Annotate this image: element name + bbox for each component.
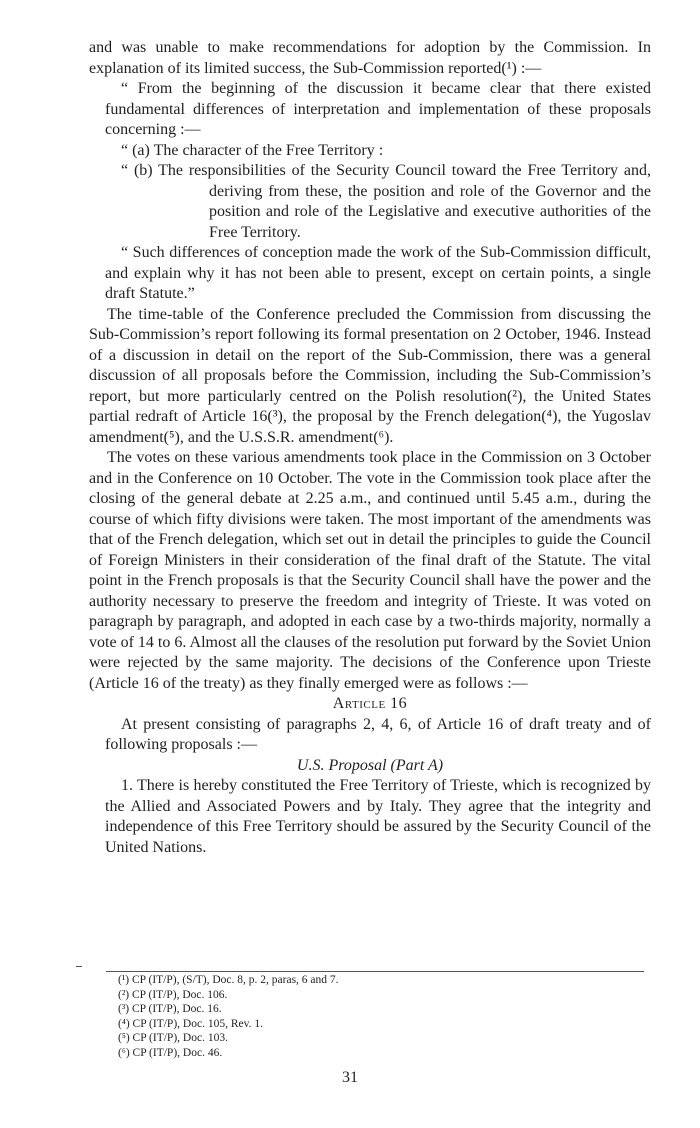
footnote-1: (¹) CP (IT/P), (S/T), Doc. 8, p. 2, paras, 6 and 7. xyxy=(118,974,339,986)
footnote-2: (²) CP (IT/P), Doc. 106. xyxy=(118,988,228,1001)
footnote-5: (⁵) CP (IT/P), Doc. 103. xyxy=(118,1032,228,1044)
body-text xyxy=(89,38,651,858)
paragraph-votes: The votes on these various amendments took place in the Commission on 3 October and in the Conference on 10 October. The vote in the Commission took place after the closing of the general debate at 2.25 a.m., and continued until 5.45 a.m., during the course of which fifty divisions were taken. The most important of the amendments was that of the French delegation, which set out in detail the principles to guide the Council of Foreign Ministers in their consideration of the final draft of the Statute. The vital point in the French proposals is that the Security Council shall have the power and the authority necessary to preserve the freedom and integrity of Trieste. It was voted on paragraph by paragraph, and adopted in each case by a two-thirds majority, normally a vote of 14 to 6. Almost all the clauses of the resolution put forward by the Soviet Union were rejected by the same majority. The decisions of the Conference upon Trieste (Article 16 of the treaty) as they finally emerged were as follows :— xyxy=(89,449,651,692)
quote-item-b: “ (b) The responsibilities of the Security Council toward the Free Territory and, deriving from these, the position and role of the Governor and the position and role of the Legislative and executive authorities of the Free Territory. xyxy=(121,162,651,241)
page-number: 31 xyxy=(342,1069,358,1086)
footnote-3: (³) CP (IT/P), Doc. 16. xyxy=(118,1003,222,1015)
paragraph-timetable: The time-table of the Conference precluded the Commission from discussing the Sub-Commission’s report following its formal presentation on 2 October, 1946. Instead of a discussion in detail on the report of the Sub-Commission, there was a general discussion of all proposals before the Commission, including the Sub-Commission’s report, but more particularly centred on the Polish resolution(²), the United States partial redraft of Article 16(³), the proposal by the French delegation(⁴), the Yugoslav amendment(⁵), and the U.S.S.R. amendment(⁶). xyxy=(89,305,651,446)
footnote-rule xyxy=(106,971,644,972)
paragraph-present-consisting: At present consisting of paragraphs 2, 4, 6, of Article 16 of draft treaty and of following proposals :— xyxy=(105,715,651,753)
paragraph-opening: and was unable to make recommendations for adoption by the Commission. In explanation of its limited success, the Sub-Commission reported(¹) :— xyxy=(89,39,651,77)
quote-paragraph-2: “ Such differences of conception made the work of the Sub-Commission difficult, and explain why it has not been able to present, except on certain points, a single draft Statute.” xyxy=(105,244,651,302)
footnotes xyxy=(118,973,618,1060)
footnote-rule-tick xyxy=(76,966,82,967)
footnote-6: (⁶) CP (IT/P), Doc. 46. xyxy=(118,1046,223,1059)
quote-item-a: “ (a) The character of the Free Territory : xyxy=(121,141,384,159)
article-heading: Article 16 xyxy=(332,695,408,712)
paragraph-proposal-1: 1. There is hereby constituted the Free Territory of Trieste, which is recognized by the Allied and Associated Powers and by Italy. They agree that the integrity and independence of this Free Territory should be assured by the Security Council of the United Nations. xyxy=(105,777,651,856)
proposal-heading: U.S. Proposal (Part A) xyxy=(296,756,444,774)
footnote-4: (⁴) CP (IT/P), Doc. 105, Rev. 1. xyxy=(118,1017,263,1030)
quote-paragraph-1: “ From the beginning of the discussion it became clear that there existed fundamental differences of interpretation and implementation of these proposals concerning :— xyxy=(105,80,651,138)
